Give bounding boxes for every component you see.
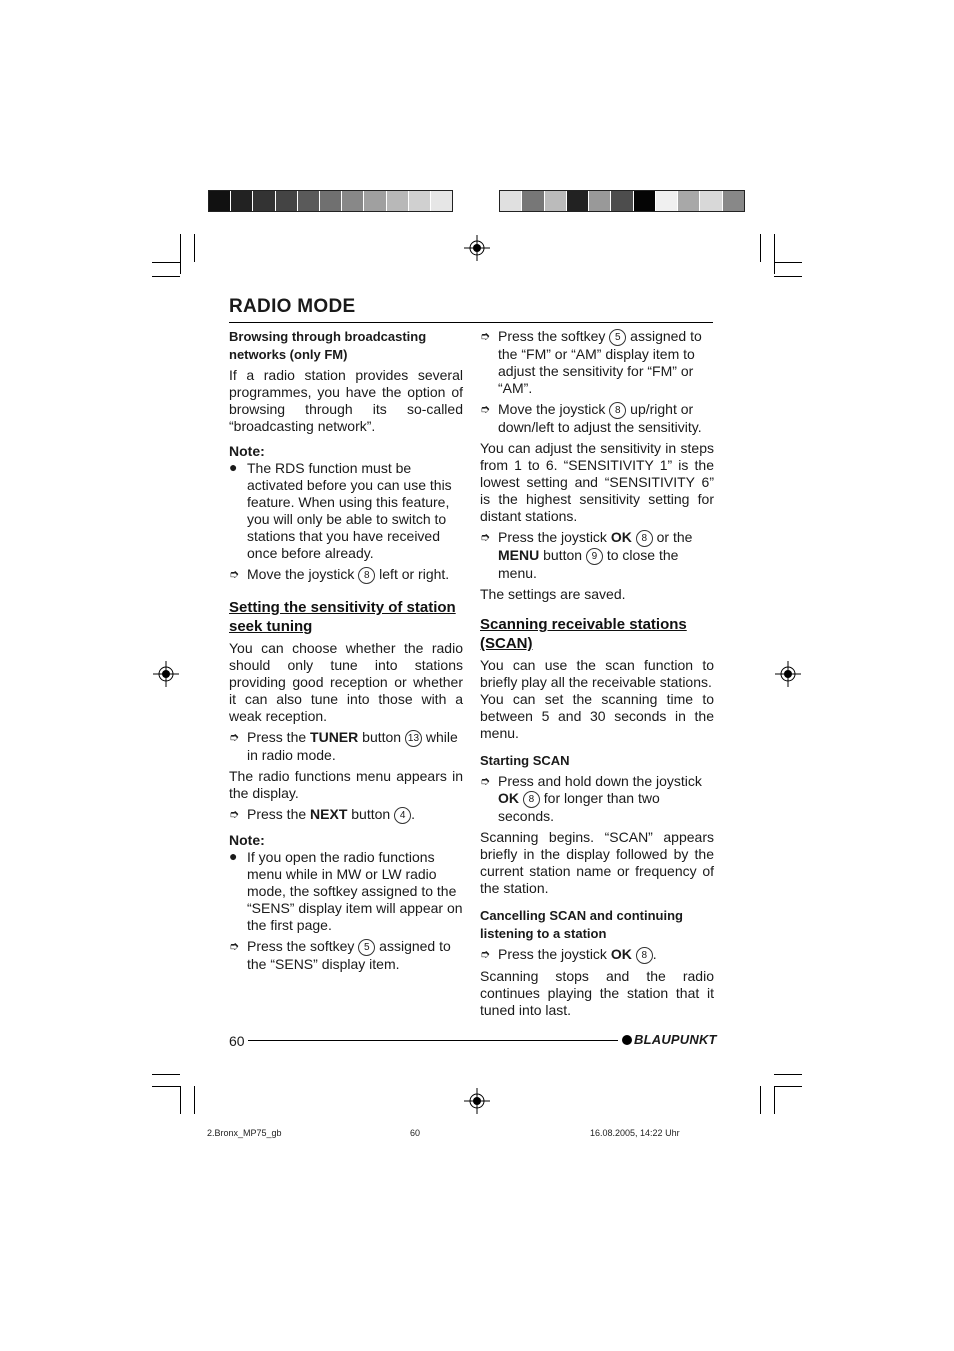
color-swatch [611, 191, 633, 211]
crop-mark [152, 276, 180, 277]
crop-mark [194, 234, 195, 262]
title-rule [229, 322, 713, 323]
color-swatch [723, 191, 744, 211]
color-bar-right [499, 190, 745, 212]
paragraph-sensitivity: You can choose whether the radio should only tune into stations providing good reception or whether it can also tune into those with a weak reception. [229, 640, 463, 724]
color-swatch [320, 191, 342, 211]
footer-rule [248, 1040, 618, 1041]
arrow-icon: ➮ [480, 329, 491, 343]
heading-cancelling-scan: Cancelling SCAN and continuing listening to a station [480, 908, 683, 941]
heading-scan: Scanning receivable stations (SCAN) [480, 616, 687, 652]
button-number-badge: 8 [636, 530, 653, 547]
crop-mark [774, 1074, 802, 1075]
instruction-step: ➮ Move the joystick 8 up/right or down/left to adjust the sensitivity. [480, 401, 702, 435]
button-number-badge: 5 [358, 939, 375, 956]
crop-mark [180, 1086, 181, 1114]
crop-mark [774, 1086, 775, 1114]
bullet-icon: ● [229, 459, 238, 475]
paragraph-scan-1: You can use the scan function to briefly play all the receivable stations. [480, 657, 714, 690]
note-bullet: ● The RDS function must be activated before you can use this feature. When using this feature, you will only be able to switch to stations that you have received once before already. [229, 459, 452, 561]
color-bar-left [208, 190, 453, 212]
crop-mark [152, 1074, 180, 1075]
color-swatch [634, 191, 656, 211]
crop-mark [760, 1086, 761, 1114]
instruction-step: ➮ Press the joystick OK 8 . [480, 946, 657, 962]
heading-sensitivity: Setting the sensitivity of station seek tuning [229, 599, 456, 635]
crop-mark [760, 234, 761, 262]
arrow-icon: ➮ [480, 774, 491, 788]
heading-browsing: Browsing through broadcasting networks (only FM) [229, 329, 427, 362]
brand-dot-icon [622, 1035, 632, 1045]
instruction-step: ➮ Press the softkey 5 assigned to the “FM” or “AM” display item to adjust the sensitivity for “FM” or “AM”. [480, 328, 702, 396]
color-swatch [431, 191, 452, 211]
color-swatch [700, 191, 722, 211]
registration-mark-icon [775, 661, 801, 687]
crop-mark [774, 1086, 802, 1087]
color-swatch [409, 191, 431, 211]
slug-timestamp: 16.08.2005, 14:22 Uhr [590, 1128, 680, 1138]
instruction-step: ➮ Press and hold down the joystick OK 8 for longer than two seconds. [480, 773, 702, 824]
paragraph-steps: You can adjust the sensitivity in steps from 1 to 6. “SENSITIVITY 1” is the lowest setting and “SENSITIVITY 6” is the highest sensitivity setting for distant stations. [480, 440, 714, 524]
paragraph-scan-stops: Scanning stops and the radio continues playing the station that it tuned into last. [480, 968, 714, 1018]
slug-filename: 2.Bronx_MP75_gb [207, 1128, 282, 1138]
paragraph-scan-2: You can set the scanning time to between 5 and 30 seconds in the menu. [480, 691, 714, 741]
button-number-badge: 8 [358, 567, 375, 584]
button-number-badge: 9 [586, 548, 603, 565]
registration-mark-icon [464, 235, 490, 261]
color-swatch [231, 191, 253, 211]
color-swatch [500, 191, 522, 211]
button-number-badge: 5 [609, 329, 626, 346]
button-number-badge: 4 [394, 807, 411, 824]
registration-mark-icon [464, 1088, 490, 1114]
instruction-step: ➮ Move the joystick 8 left or right. [229, 566, 450, 582]
crop-mark [774, 262, 802, 263]
paragraph-saved: The settings are saved. [480, 586, 626, 602]
right-column [480, 328, 714, 1023]
heading-starting-scan: Starting SCAN [480, 753, 570, 768]
color-swatch [209, 191, 231, 211]
page-number: 60 [229, 1033, 245, 1049]
paragraph-scan-begins: Scanning begins. “SCAN” appears briefly in the display followed by the current station name or frequency of the station. [480, 829, 714, 896]
color-swatch [253, 191, 275, 211]
left-column [229, 328, 463, 977]
slug-page: 60 [410, 1128, 421, 1138]
note-bullet: ● If you open the radio functions menu while in MW or LW radio mode, the softkey assigned to the “SENS” display item will appear on the first page. [229, 848, 463, 933]
crop-mark [152, 262, 180, 263]
paragraph-browsing: If a radio station provides several programmes, you have the option of browsing through its so-called “broadcasting network”. [229, 367, 463, 434]
color-swatch [545, 191, 567, 211]
color-swatch [522, 191, 544, 211]
crop-mark [152, 1086, 180, 1087]
arrow-icon: ➮ [229, 730, 240, 744]
instruction-step: ➮ Press the TUNER button 13 while in radio mode. [229, 729, 458, 763]
color-swatch [342, 191, 364, 211]
arrow-icon: ➮ [480, 530, 491, 544]
instruction-step: ➮ Press the joystick OK 8 or the MENU button 9 to close the menu. [480, 529, 693, 581]
arrow-icon: ➮ [229, 567, 240, 581]
arrow-icon: ➮ [229, 807, 240, 821]
brand-logo: BLAUPUNKT [622, 1032, 717, 1047]
color-swatch [298, 191, 320, 211]
arrow-icon: ➮ [480, 402, 491, 416]
crop-mark [180, 234, 181, 274]
button-number-badge: 8 [609, 402, 626, 419]
note-label: Note: [229, 832, 265, 848]
color-swatch [678, 191, 700, 211]
page-title: RADIO MODE [229, 296, 356, 317]
paragraph-menu-appears: The radio functions menu appears in the display. [229, 768, 463, 801]
color-swatch [567, 191, 589, 211]
note-label: Note: [229, 443, 265, 459]
button-number-badge: 8 [636, 947, 653, 964]
arrow-icon: ➮ [480, 947, 491, 961]
color-swatch [656, 191, 678, 211]
registration-mark-icon [153, 661, 179, 687]
button-number-badge: 13 [405, 730, 422, 747]
crop-mark [774, 276, 802, 277]
color-swatch [589, 191, 611, 211]
bullet-icon: ● [229, 848, 238, 864]
color-swatch [276, 191, 298, 211]
color-swatch [364, 191, 386, 211]
instruction-step: ➮ Press the softkey 5 assigned to the “SENS” display item. [229, 938, 451, 972]
color-swatch [387, 191, 409, 211]
button-number-badge: 8 [523, 791, 540, 808]
crop-mark [194, 1086, 195, 1114]
instruction-step: ➮ Press the NEXT button 4 . [229, 806, 415, 822]
arrow-icon: ➮ [229, 939, 240, 953]
crop-mark [774, 234, 775, 274]
